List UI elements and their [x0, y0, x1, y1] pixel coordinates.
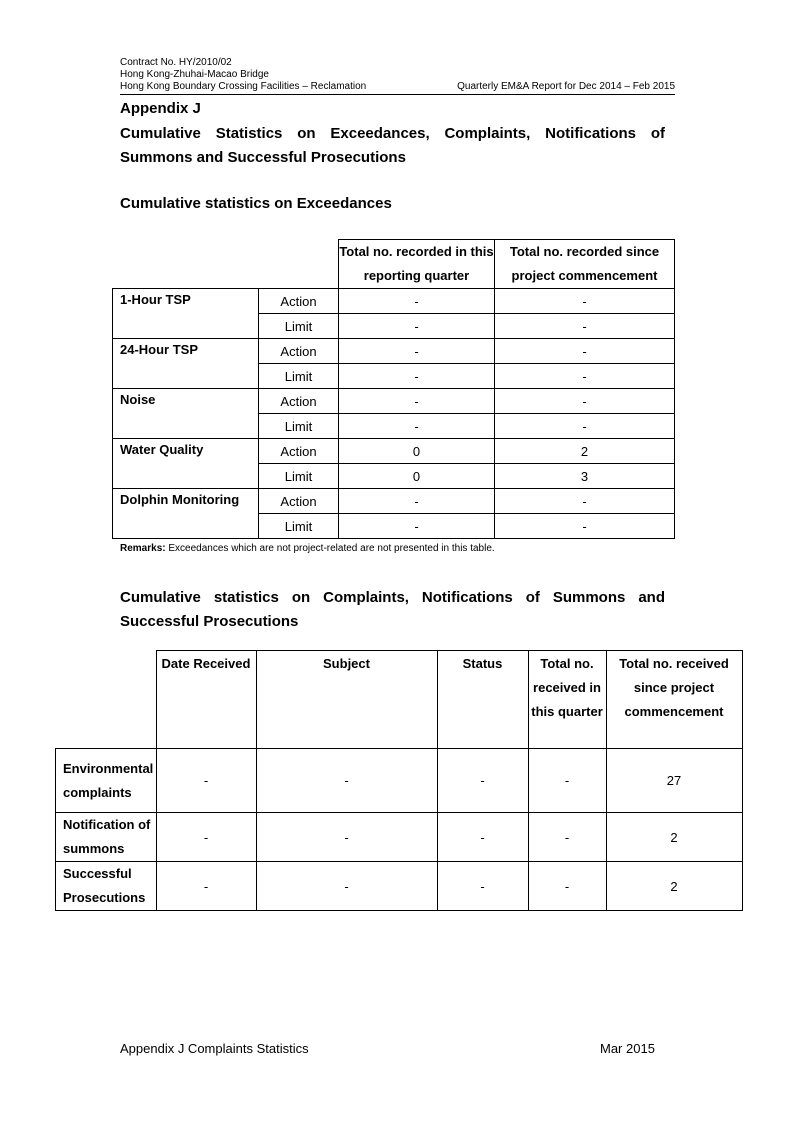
quarter-value: -	[339, 414, 495, 439]
category-cell: Noise	[113, 389, 259, 439]
subject-value: -	[256, 813, 437, 862]
category-cell: 1-Hour TSP	[113, 289, 259, 339]
category-cell: 24-Hour TSP	[113, 339, 259, 389]
page-header	[120, 57, 675, 95]
main-title: Cumulative Statistics on Exceedances, Complaints, Notifications of Summons and Successful Prosecutions	[120, 125, 665, 166]
since-value: 3	[495, 464, 675, 489]
header-rule-line	[120, 81, 675, 95]
status-value: -	[437, 862, 528, 911]
table-row	[113, 339, 675, 364]
subject-value: -	[256, 749, 437, 813]
header-contract: Contract No. HY/2010/02	[120, 57, 232, 68]
table-row	[56, 862, 743, 911]
col-header-since: Total no. received since project commencement	[606, 651, 742, 749]
quarter-value: -	[528, 749, 606, 813]
header-project: Hong Kong-Zhuhai-Macao Bridge	[120, 69, 269, 80]
col-header-quarter: Total no. recorded in this reporting quarter	[339, 240, 495, 289]
quarter-value: -	[528, 862, 606, 911]
since-value: 2	[606, 862, 742, 911]
quarter-value: -	[528, 813, 606, 862]
date-value: -	[156, 862, 256, 911]
col-header-since: Total no. recorded since project commencement	[495, 240, 675, 289]
quarter-value: -	[339, 364, 495, 389]
table-row	[56, 813, 743, 862]
date-value: -	[156, 813, 256, 862]
level-cell: Limit	[259, 464, 339, 489]
remarks-label: Remarks:	[120, 543, 166, 554]
quarter-value: 0	[339, 464, 495, 489]
since-value: 27	[606, 749, 742, 813]
header-facilities: Hong Kong Boundary Crossing Facilities – Reclamation	[120, 81, 367, 92]
quarter-value: -	[339, 289, 495, 314]
level-cell: Action	[259, 339, 339, 364]
row-label: Notification of summons	[56, 813, 157, 862]
status-value: -	[437, 813, 528, 862]
exceedances-section-title: Cumulative statistics on Exceedances	[120, 195, 392, 212]
since-value: -	[495, 289, 675, 314]
level-cell: Action	[259, 439, 339, 464]
col-header-date: Date Received	[156, 651, 256, 749]
since-value: 2	[495, 439, 675, 464]
footer-date: Mar 2015	[600, 1041, 655, 1056]
col-header-quarter: Total no. received in this quarter	[528, 651, 606, 749]
col-header-subject: Subject	[256, 651, 437, 749]
table-row	[113, 439, 675, 464]
quarter-value: -	[339, 514, 495, 539]
complaints-section-title: Cumulative statistics on Complaints, Notifications of Summons and Successful Prosecutions	[120, 589, 665, 630]
quarter-value: -	[339, 389, 495, 414]
exceedances-header-row	[113, 240, 675, 289]
complaints-table	[55, 650, 743, 911]
status-value: -	[437, 749, 528, 813]
category-cell: Water Quality	[113, 439, 259, 489]
remarks-note	[120, 543, 495, 554]
col-header-status: Status	[437, 651, 528, 749]
footer-title: Appendix J Complaints Statistics	[120, 1041, 309, 1056]
since-value: -	[495, 414, 675, 439]
row-label: Successful Prosecutions	[56, 862, 157, 911]
row-label: Environmental complaints	[56, 749, 157, 813]
since-value: -	[495, 389, 675, 414]
level-cell: Limit	[259, 514, 339, 539]
quarter-value: -	[339, 489, 495, 514]
since-value: -	[495, 314, 675, 339]
level-cell: Limit	[259, 364, 339, 389]
quarter-value: -	[339, 314, 495, 339]
level-cell: Limit	[259, 414, 339, 439]
table-row	[56, 749, 743, 813]
level-cell: Limit	[259, 314, 339, 339]
quarter-value: -	[339, 339, 495, 364]
since-value: -	[495, 489, 675, 514]
blank-header-cell	[56, 651, 157, 749]
since-value: -	[495, 364, 675, 389]
date-value: -	[156, 749, 256, 813]
level-cell: Action	[259, 389, 339, 414]
since-value: -	[495, 339, 675, 364]
since-value: 2	[606, 813, 742, 862]
header-report: Quarterly EM&A Report for Dec 2014 – Feb 2015	[457, 81, 675, 92]
blank-header-cell	[113, 240, 339, 289]
category-cell: Dolphin Monitoring	[113, 489, 259, 539]
since-value: -	[495, 514, 675, 539]
level-cell: Action	[259, 489, 339, 514]
quarter-value: 0	[339, 439, 495, 464]
level-cell: Action	[259, 289, 339, 314]
table-row	[113, 289, 675, 314]
appendix-title: Appendix J	[120, 100, 201, 117]
exceedances-table	[112, 239, 675, 539]
subject-value: -	[256, 862, 437, 911]
table-row	[113, 489, 675, 514]
remarks-text: Exceedances which are not project-related are not presented in this table.	[165, 543, 495, 554]
table-row	[113, 389, 675, 414]
complaints-header-row	[56, 651, 743, 749]
